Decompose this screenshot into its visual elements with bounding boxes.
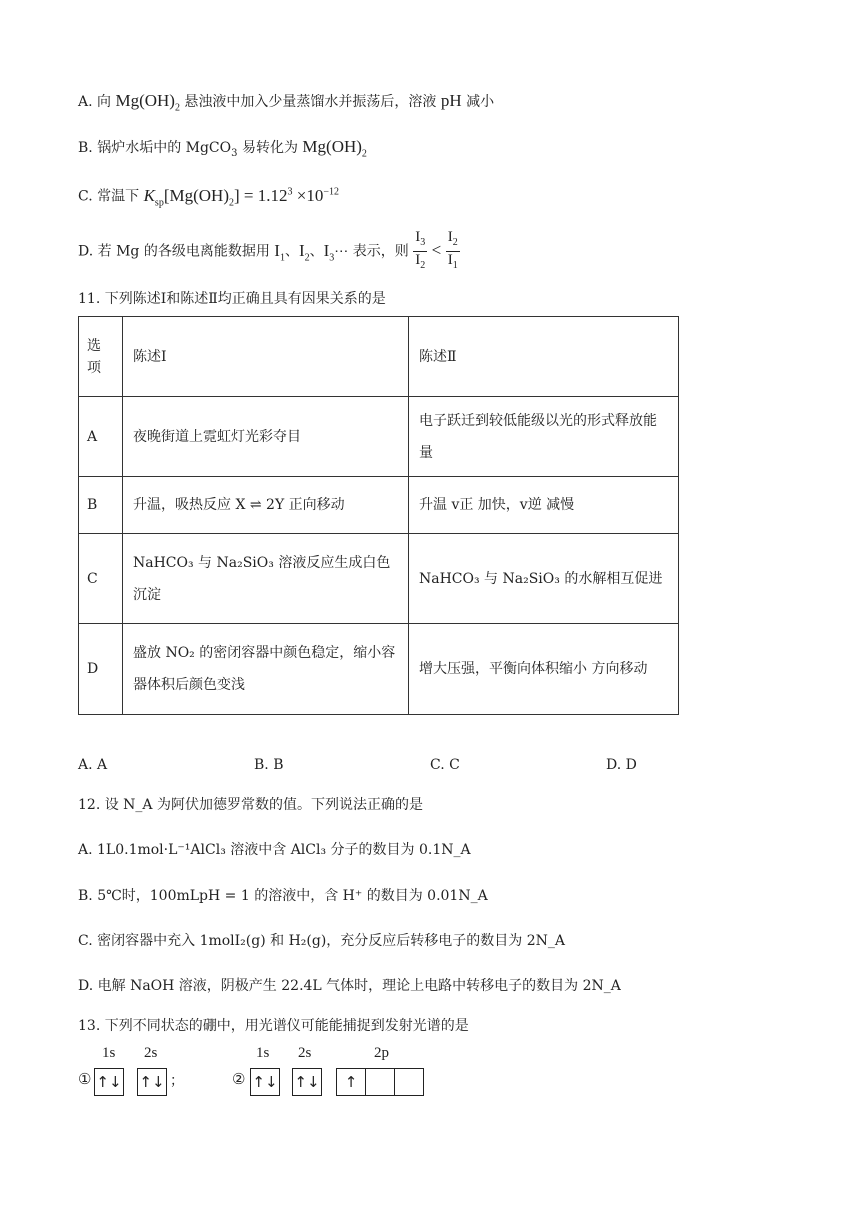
table-row <box>79 624 679 715</box>
q11-table <box>78 316 679 715</box>
orbital-box: ↑↓ <box>137 1068 167 1096</box>
q10-option-d: D. 若 Mg 的各级电离能数据用 $I_1$、$I_2$、$I_3\cdots$ 表示，则 $\frac{I_3}{I_2}$ < $\frac{I_2}{I_1}$ <box>78 229 460 277</box>
q10-option-a: A. 向 $Mg(OH)_2$ 悬浊液中加入少量蒸馏水并振荡后，溶液 pH 减小 <box>78 91 495 114</box>
row-statement-1: 夜晚街道上霓虹灯光彩夺目 <box>123 397 409 477</box>
orbital-label: 1s <box>102 1045 116 1061</box>
row-statement-2: 升温 v正 加快，v逆 减慢 <box>409 477 679 534</box>
marker-1: ① <box>78 1070 92 1088</box>
table-row <box>79 534 679 624</box>
orbital-label: 1s <box>256 1045 270 1061</box>
answer-option-b[interactable]: B. B <box>254 757 284 773</box>
row-statement-2: 增大压强，平衡向体积缩小 方向移动 <box>409 624 679 715</box>
q12-option-a: A. 1L0.1mol·L⁻¹AlCl₃ 溶液中含 AlCl₃ 分子的数目为 0.1N_A <box>78 842 471 858</box>
orbital-box <box>394 1068 424 1096</box>
q10-option-b: B. 锅炉水垢中的 MgCO$_3$ 易转化为 $Mg(OH)_2$ <box>78 137 367 160</box>
row-option: D <box>79 624 123 715</box>
row-statement-2: NaHCO₃ 与 Na₂SiO₃ 的水解相互促进 <box>409 534 679 624</box>
table-row <box>79 477 679 534</box>
row-statement-1: 升温，吸热反应 X ⇌ 2Y 正向移动 <box>123 477 409 534</box>
header-statement-2: 陈述Ⅱ <box>409 317 679 397</box>
separator: ； <box>170 1073 184 1089</box>
row-statement-2: 电子跃迁到较低能级以光的形式释放能量 <box>409 397 679 477</box>
row-statement-1: NaHCO₃ 与 Na₂SiO₃ 溶液反应生成白色沉淀 <box>123 534 409 624</box>
orbital-box: ↑↓ <box>292 1068 322 1096</box>
orbital-box: ↑ <box>336 1068 366 1096</box>
row-statement-1: 盛放 NO₂ 的密闭容器中颜色稳定，缩小容器体积后颜色变浅 <box>123 624 409 715</box>
orbital-label: 2s <box>298 1045 312 1061</box>
orbital-label: 2p <box>374 1045 389 1061</box>
table-header-row <box>79 317 679 397</box>
answer-option-c[interactable]: C. C <box>430 757 460 773</box>
answer-option-d[interactable]: D. D <box>606 757 637 773</box>
fraction-i3-i2: $\frac{I_3}{I_2}$ <box>415 229 426 271</box>
q12-option-c: C. 密闭容器中充入 1molI₂(g) 和 H₂(g)，充分反应后转移电子的数目为 2N_A <box>78 933 566 949</box>
q12-option-b: B. 5℃时，100mLpH = 1 的溶液中，含 H⁺ 的数目为 0.01N_A <box>78 888 488 904</box>
orbital-box: ↑↓ <box>94 1068 124 1096</box>
marker-2: ② <box>232 1070 246 1088</box>
orbital-box <box>365 1068 395 1096</box>
table-row <box>79 397 679 477</box>
row-option: A <box>79 397 123 477</box>
q11-stem: 11. 下列陈述Ⅰ和陈述Ⅱ均正确且具有因果关系的是 <box>78 291 386 307</box>
answer-option-a[interactable]: A. A <box>78 757 108 773</box>
header-statement-1: 陈述Ⅰ <box>123 317 409 397</box>
orbital-box: ↑↓ <box>250 1068 280 1096</box>
orbital-label: 2s <box>144 1045 158 1061</box>
q10-option-c: C. 常温下 $K_{sp}[Mg(OH)_2] = 1.12^3 \times 10^{-12}$ <box>78 185 339 209</box>
q12-option-d: D. 电解 NaOH 溶液，阴极产生 22.4L 气体时，理论上电路中转移电子的数目为 2N_A <box>78 978 621 994</box>
q12-stem: 12. 设 N_A 为阿伏加德罗常数的值。下列说法正确的是 <box>78 797 423 813</box>
fraction-i2-i1: $\frac{I_2}{I_1}$ <box>447 229 458 271</box>
header-option: 选项 <box>79 317 123 397</box>
row-option: C <box>79 534 123 624</box>
row-option: B <box>79 477 123 534</box>
q13-stem: 13. 下列不同状态的硼中，用光谱仪可能能捕捉到发射光谱的是 <box>78 1018 469 1034</box>
